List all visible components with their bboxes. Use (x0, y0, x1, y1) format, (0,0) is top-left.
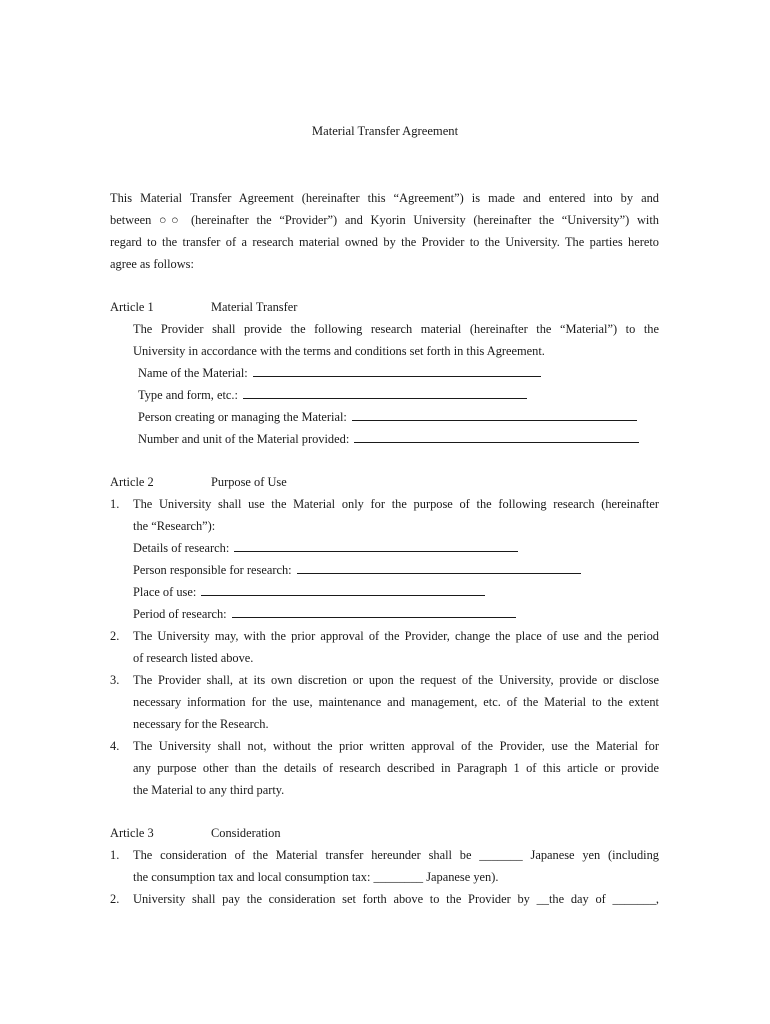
article-1-line-2: University in accordance with the terms and conditions set forth in this Agreement. (133, 344, 545, 358)
article-2-item-3-line-1: The Provider shall, at its own discretion or upon the request of the University, provide or disclose (133, 673, 659, 687)
article-2-item-3-line-3: necessary for the Research. (133, 717, 269, 731)
article-3-item-1-line-1: The consideration of the Material transfer hereunder shall be _______ Japanese yen (including (133, 848, 659, 862)
number-unit-blank[interactable] (354, 431, 639, 443)
article-2-item-1-line-2: the “Research”): (133, 519, 216, 533)
article-1-label: Article 1 (110, 300, 154, 314)
details-research-blank[interactable] (234, 540, 518, 552)
article-3-label: Article 3 (110, 826, 154, 840)
article-2-heading: Purpose of Use (211, 475, 287, 489)
article-2-item-4-line-1: The University shall not, without the prior written approval of the Provider, use the Material for (133, 739, 659, 753)
preamble-line-4: agree as follows: (110, 257, 194, 271)
field-material-name-label: Name of the Material: (138, 366, 248, 380)
field-person-responsible-label: Person responsible for research: (133, 563, 292, 577)
field-place-of-use (133, 584, 485, 600)
article-2-item-3-number: 3. (110, 673, 120, 687)
field-type-form-label: Type and form, etc.: (138, 388, 238, 402)
article-2-item-4-line-2: any purpose other than the details of research described in Paragraph 1 of this article or provide (133, 761, 659, 775)
type-form-blank[interactable] (243, 387, 527, 399)
field-number-unit-label: Number and unit of the Material provided: (138, 432, 350, 446)
person-managing-blank[interactable] (352, 409, 637, 421)
field-number-unit (138, 431, 639, 447)
field-period-research-label: Period of research: (133, 607, 227, 621)
article-2-item-1-number: 1. (110, 497, 120, 511)
article-2-item-3-line-2: necessary information for the use, maintenance and management, etc. of the Material to the extent (133, 695, 659, 709)
article-3-item-2-number: 2. (110, 892, 120, 906)
article-2-label: Article 2 (110, 475, 154, 489)
field-period-research (133, 606, 516, 622)
article-3-item-1-number: 1. (110, 848, 120, 862)
preamble-line-2: between ○○ (hereinafter the “Provider”) and Kyorin University (hereinafter the “University”) with (110, 213, 659, 227)
field-details-research-label: Details of research: (133, 541, 230, 555)
document-title: Material Transfer Agreement (311, 124, 459, 138)
preamble-line-1: This Material Transfer Agreement (hereinafter this “Agreement”) is made and entered into by and (110, 191, 659, 205)
article-2-item-2-line-1: The University may, with the prior approval of the Provider, change the place of use and the period (133, 629, 659, 643)
article-2-item-1-line-1: The University shall use the Material only for the purpose of the following research (hereinafter (133, 497, 659, 511)
article-2-item-4-number: 4. (110, 739, 120, 753)
field-person-managing-label: Person creating or managing the Material: (138, 410, 347, 424)
place-of-use-blank[interactable] (201, 584, 485, 596)
article-3-heading: Consideration (211, 826, 281, 840)
article-2-item-2-number: 2. (110, 629, 120, 643)
field-material-name (138, 365, 541, 381)
period-research-blank[interactable] (232, 606, 516, 618)
field-person-responsible (133, 562, 581, 578)
field-details-research (133, 540, 518, 556)
person-responsible-blank[interactable] (297, 562, 581, 574)
preamble-line-3: regard to the transfer of a research material owned by the Provider to the University. The parties hereto (110, 235, 659, 249)
article-2-item-4-line-3: the Material to any third party. (133, 783, 285, 797)
field-type-form (138, 387, 527, 403)
article-2-item-2-line-2: of research listed above. (133, 651, 254, 665)
article-3-item-1-line-2: the consumption tax and local consumption tax: ________ Japanese yen). (133, 870, 499, 884)
material-name-blank[interactable] (253, 365, 541, 377)
field-place-of-use-label: Place of use: (133, 585, 197, 599)
article-1-line-1: The Provider shall provide the following research material (hereinafter the “Material”) to the (133, 322, 659, 336)
article-3-item-2-line-1: University shall pay the consideration set forth above to the Provider by __the day of _______, (133, 892, 659, 906)
field-person-managing (138, 409, 637, 425)
article-1-heading: Material Transfer (211, 300, 298, 314)
